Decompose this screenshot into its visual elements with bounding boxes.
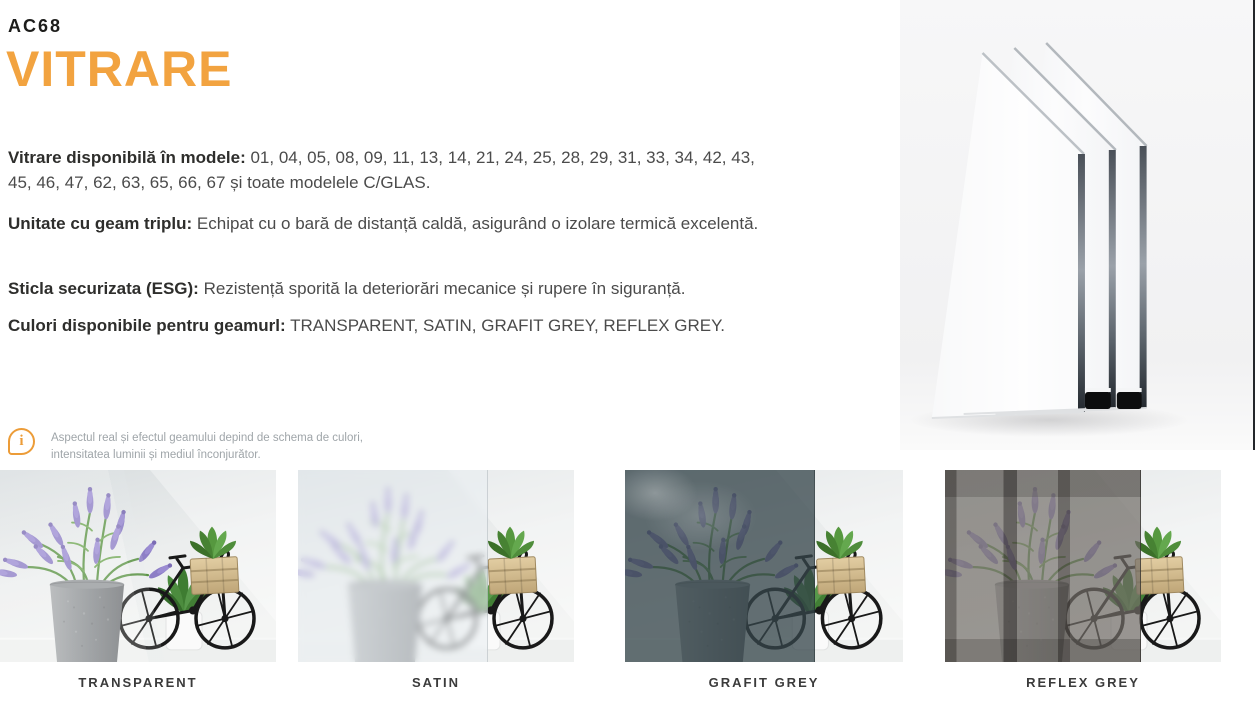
paragraph-models-text: 01, 04, 05, 08, 09, 11, 13, 14, 21, 24, 25, 28, 29, 31, 33, 34, 42, 43, 45, 46, 47, 62, 63, 65, 66, 67 și toate modelele C/GLAS. — [8, 148, 755, 192]
variant-image-satin — [298, 470, 574, 662]
paragraph-colors-lead: Culori disponibile pentru geamurl: — [8, 316, 286, 335]
paragraph-colors — [8, 314, 838, 339]
variant-card-satin — [298, 470, 574, 690]
page-title: VITRARE — [6, 41, 233, 97]
triple-glazing-render — [900, 0, 1253, 450]
variant-label-satin: SATIN — [411, 675, 461, 690]
disclaimer-note — [8, 428, 363, 463]
disclaimer-line-2: intensitatea luminii și mediul înconjurător. — [51, 448, 261, 461]
variant-card-grafit-grey — [625, 470, 903, 690]
variant-card-reflex-grey — [945, 470, 1221, 690]
paragraph-triple-glass-lead: Unitate cu geam triplu: — [8, 214, 193, 233]
variant-label-transparent: TRANSPARENT — [78, 675, 198, 690]
paragraph-safety-glass-lead: Sticla securizata (ESG): — [8, 279, 199, 298]
paragraph-safety-glass-text: Rezistență sporită la deteriorări mecanice și rupere în siguranță. — [203, 279, 686, 298]
variant-label-grafit-grey: GRAFIT GREY — [708, 675, 820, 690]
variant-image-grafit-grey — [625, 470, 903, 662]
info-icon-glyph: i — [19, 433, 24, 449]
paragraph-models-lead: Vitrare disponibilă în modele: — [8, 148, 246, 167]
paragraph-triple-glass-text: Echipat cu o bară de distanță caldă, asigurând o izolare termică excelentă. — [196, 214, 759, 233]
paragraph-models — [8, 146, 760, 195]
variant-card-transparent — [0, 470, 276, 690]
product-code: AC68 — [8, 16, 63, 36]
variant-image-transparent — [0, 470, 276, 662]
variant-label-reflex-grey: REFLEX GREY — [1026, 675, 1140, 690]
paragraph-colors-text: TRANSPARENT, SATIN, GRAFIT GREY, REFLEX GREY. — [290, 316, 725, 335]
info-icon — [8, 428, 35, 455]
disclaimer-line-1: Aspectul real și efectul geamului depind de schema de culori, — [51, 432, 363, 444]
paragraph-triple-glass — [8, 212, 808, 237]
triple-glazing-image — [900, 0, 1255, 450]
paragraph-safety-glass — [8, 277, 838, 302]
variant-image-reflex-grey — [945, 470, 1221, 662]
disclaimer-text — [51, 430, 363, 463]
